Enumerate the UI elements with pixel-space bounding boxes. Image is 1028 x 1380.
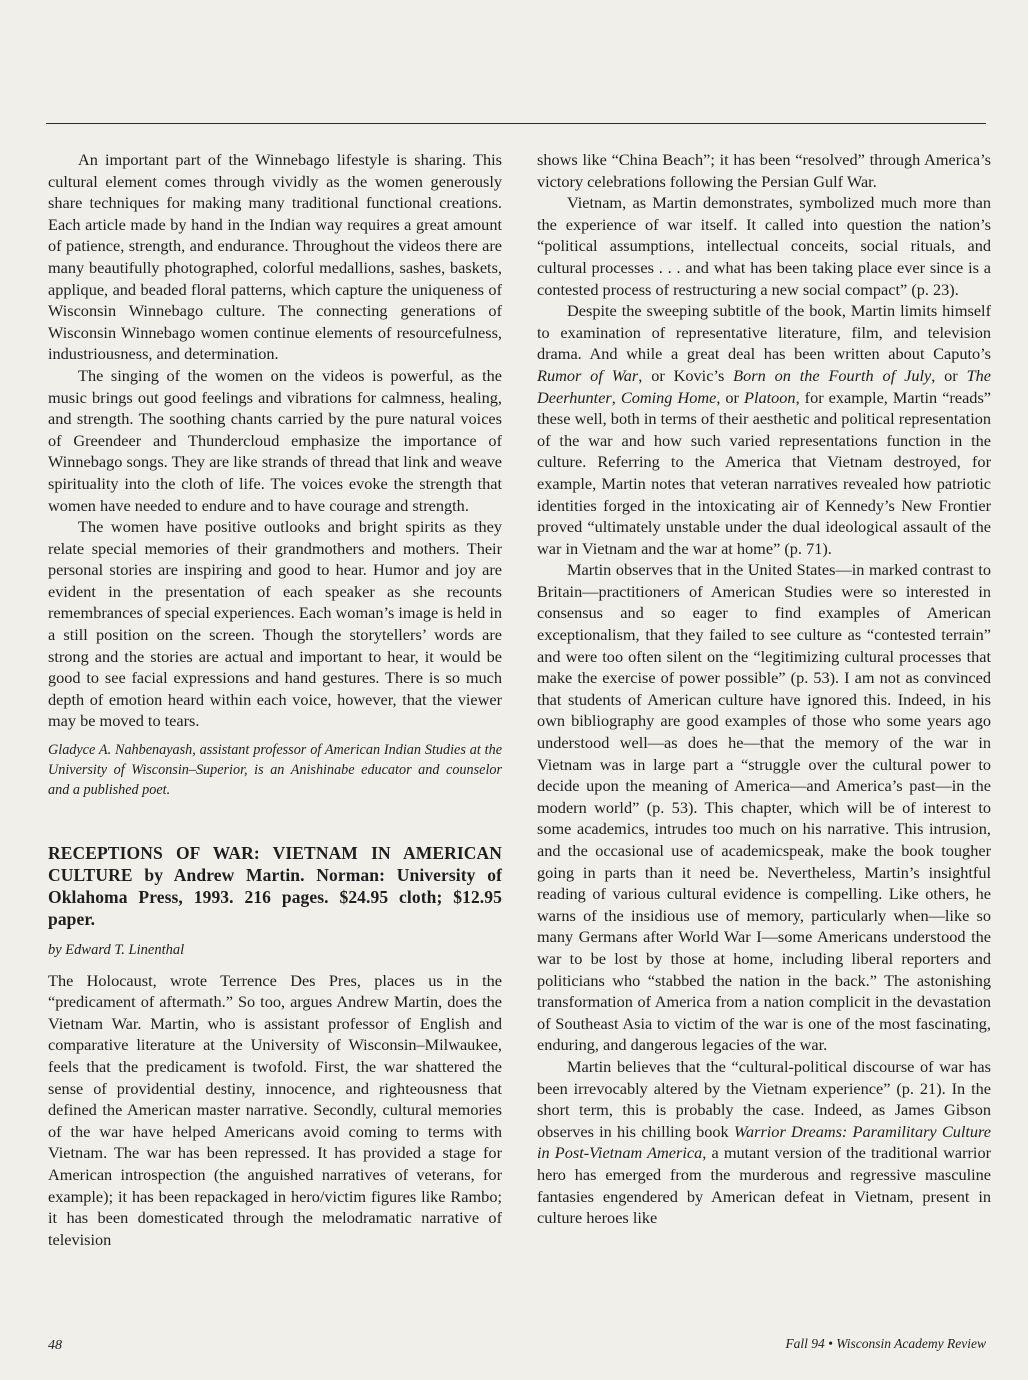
text-run: Martin believes that the “cultural-political discourse of war has been irrevocably altered by the Vietnam experience” (p. 21). In the short term, this is probably the case. Indeed, as James Gibson observes in his chilling book xyxy=(537,1056,991,1141)
paragraph: The women have positive outlooks and bright spirits as they relate special memories of their grandmothers and mothers. Their personal stories are inspiring and good to hear. Humor and joy are evident in the presentation of each speaker as she recounts remembrances of special experiences. Each woman’s image is held in a still position on the screen. Though the storytellers’ words are strong and the stories are actual and important to hear, it would be good to see facial expressions and hand gestures. There is so much depth of emotion heard within each voice, however, that the viewer may be moved to tears. xyxy=(48,517,502,731)
page-number: 48 xyxy=(48,1338,62,1353)
header-rule xyxy=(46,123,986,124)
byline: by Edward T. Linenthal xyxy=(48,942,185,959)
reviewer-bio: Gladyce A. Nahbenayash, assistant professor of American Indian Studies at the University of Wisconsin–Superior, is an Anishinabe educator and counselor and a published poet. xyxy=(48,742,502,799)
right-column xyxy=(537,149,991,1229)
paragraph: Vietnam, as Martin demonstrates, symbolized much more than the experience of war itself. It called into question the nation’s “political assumptions, intellectual conceits, social rituals, and cultural processes . . . and what has been taking place ever since is a contested process of restructuring a new social compact” (p. 23). xyxy=(537,193,991,299)
text-run: Despite the sweeping subtitle of the book, Martin limits himself to examination of representative literature, film, and television drama. And while a great deal has been written about Caputo’s xyxy=(537,301,991,364)
film-title: Coming Home xyxy=(620,387,717,407)
paragraph: Martin observes that in the United States—in marked contrast to Britain—practitioners of American Studies were so interested in consensus and so eager to find examples of American exceptionalism, that they failed to see culture as “contested terrain” and were too often silent on the “legitimizing cultural processes that make the exercise of power possible” (p. 53). I am not as convinced that students of American culture have ignored this. Indeed, in his own bibliography are good examples of those who some years ago understood well—as does he—that the memory of the war in Vietnam was in large part a “struggle over the cultural power to decide upon the meaning of America—and America’s past—in the modern world” (p. 53). This chapter, which will be of interest to some academics, intrudes too much on his narrative. This intrusion, and the occasional use of academicspeak, make the book tougher going in parts than it need be. Nevertheless, Martin’s insightful reading of various cultural evidence is compelling. Like others, he warns of the insidious use of memory, particularly when—like so many Germans after World War I—some Americans understood the war to be lost by those at home, including liberal reporters and politicians who “stabbed the nation in the back.” The astonishing transformation of America from a nation complicit in the devastation of Southeast Asia to victim of the war is one of the most fascinating, enduring, and dangerous legacies of the war. xyxy=(537,560,991,1055)
paragraph: The Holocaust, wrote Terrence Des Pres, places us in the “predicament of aftermath.” So too, argues Andrew Martin, does the Vietnam War. Martin, who is assistant professor of English and comparative literature at the University of Wisconsin–Milwaukee, feels that the predicament is twofold. First, the war shattered the sense of providential destiny, innocence, and righteousness that defined the American master narrative. Secondly, cultural memories of the war have helped Americans avoid coming to terms with Vietnam. The war has been repressed. It has provided a stage for American introspection (the anguished narratives of veterans, for example); it has been repackaged in hero/victim figures like Rambo; it has been domesticated through the melodramatic narrative of television xyxy=(48,970,502,1249)
review-heading: RECEPTIONS OF WAR: VIETNAM IN AMERICAN CULTURE by Andrew Martin. Norman: University of Oklahoma Press, 1993. 216 pages. $24.95 cloth; $12.95 paper. xyxy=(48,843,502,930)
paragraph-continuation: shows like “China Beach”; it has been “resolved” through America’s victory celebrations following the Persian Gulf War. xyxy=(537,150,991,191)
paragraph xyxy=(537,1056,991,1229)
text-run: , a mutant version of the traditional warrior hero has emerged from the murderous and regressive masculine fantasies engendered by American defeat in Vietnam, present in culture heroes like xyxy=(537,1143,992,1228)
text-run: , for example, Martin “reads” these well, both in terms of their aesthetic and political representation of the war and how such varied representations function in the culture. Referring to the America that Vietnam destroyed, for example, Martin notes that veteran narratives revealed how patriotic identities forged in the intoxicating air of Kennedy’s New Frontier proved “ultimately unstable under the dual ideological assault of the war in Vietnam and the war at home” (p. 71). xyxy=(537,387,992,558)
text-run: , xyxy=(611,387,621,407)
left-column xyxy=(48,149,502,1250)
paragraph: An important part of the Winnebago lifestyle is sharing. This cultural element comes through vividly as the women generously share techniques for making many traditional functional creations. Each article made by hand in the Indian way requires a great amount of patience, strength, and endurance. Throughout the videos there are many beautifully photographed, colorful medallions, sashes, baskets, applique, and beaded floral patterns, which capture the uniqueness of Wisconsin Winnebago culture. The connecting generations of Wisconsin Winnebago women continue elements of resourcefulness, industriousness, and determination. xyxy=(48,150,502,364)
paragraph xyxy=(537,300,991,559)
text-run: , or Kovic’s xyxy=(638,365,734,385)
film-title: The Deerhunter xyxy=(537,365,992,407)
paragraph: The singing of the women on the videos is powerful, as the music brings out good feelings and vibrations for calmness, healing, and strength. The soothing chants carried by the pure natural voices of Greendeer and Thundercloud emphasize the importance of Winnebago songs. They are like strands of thread that link and weave spirituality into the cloth of life. The voices evoke the strength that women have needed to endure and to have courage and strength. xyxy=(48,365,502,515)
book-title: Born on the Fourth of July xyxy=(733,365,932,385)
book-title: Warrior Dreams: Paramilitary Culture in Post-Vietnam America xyxy=(537,1121,991,1163)
film-title: Platoon xyxy=(744,387,796,407)
running-foot: Fall 94 • Wisconsin Academy Review xyxy=(785,1336,986,1351)
text-run: , or xyxy=(716,387,744,407)
book-title: Rumor of War xyxy=(537,365,639,385)
text-run: , or xyxy=(931,365,967,385)
